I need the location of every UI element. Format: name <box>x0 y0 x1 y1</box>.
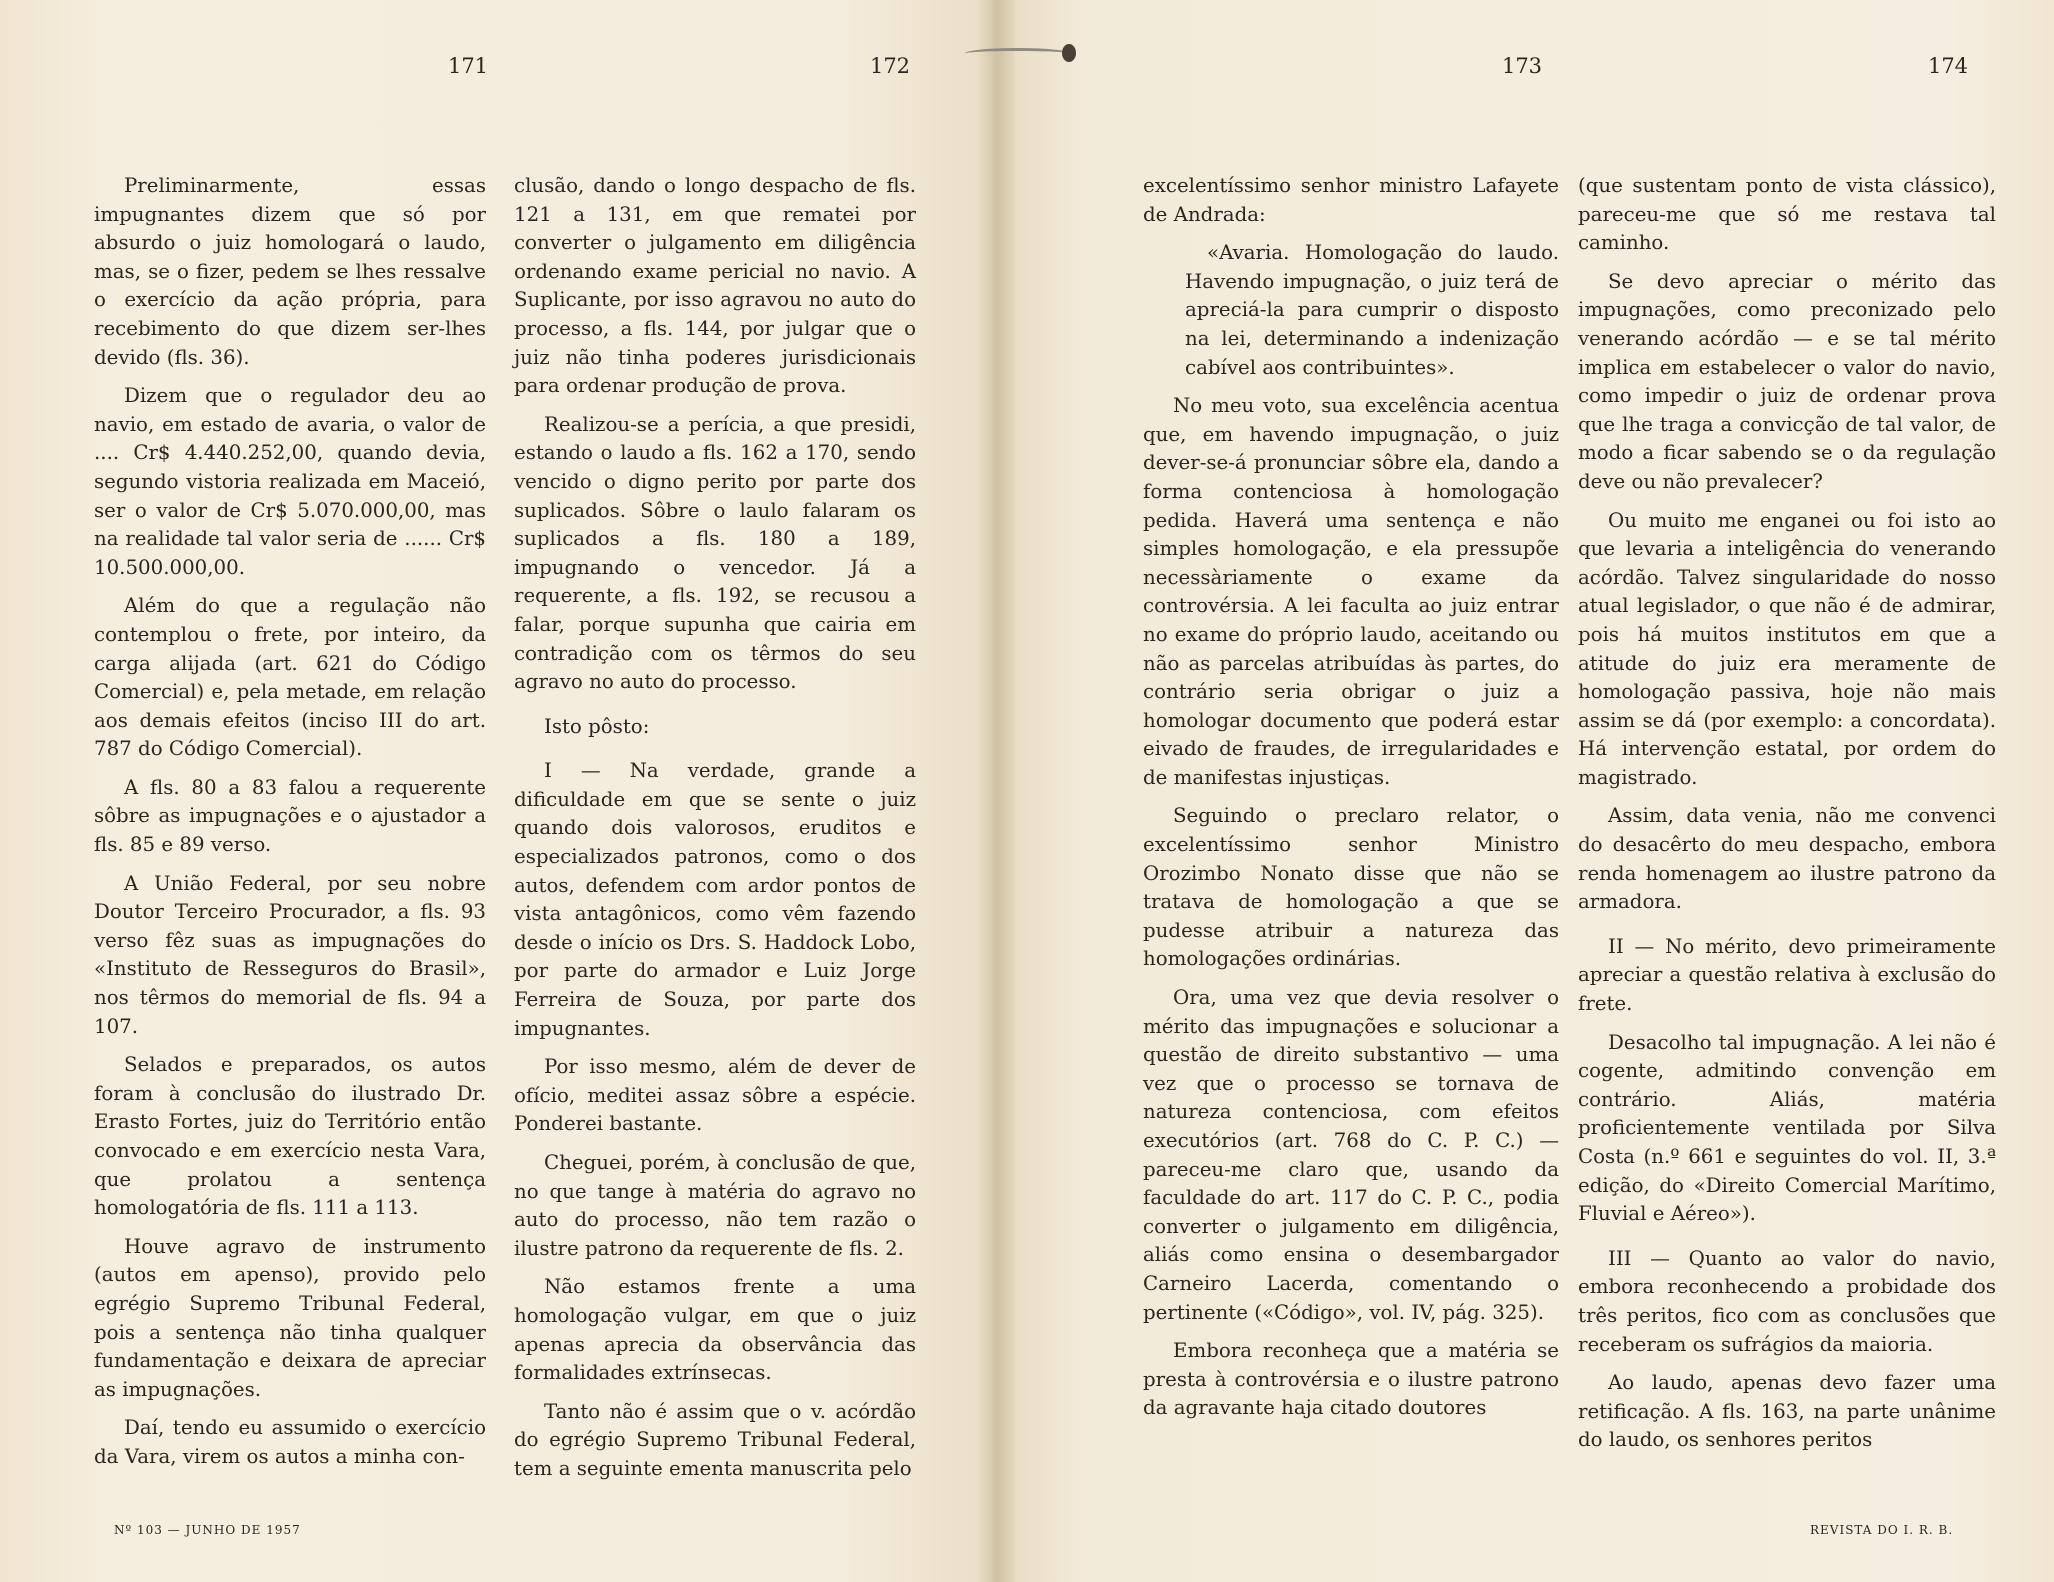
paragraph: Ou muito me enganei ou foi isto ao que levaria a inteligência do venerando acórdão. Talvez singularidade do nosso atual legislador, o que não é de admirar, pois há muitos institutos em que a atitude do juiz era meramente de homologação passiva, hoje não mais assim se dá (por exemplo: a concordata). Há intervenção estatal, por ordem do magistrado. <box>1578 508 1996 789</box>
paragraph: Por isso mesmo, além de dever de ofício, meditei assaz sôbre a espécie. Ponderei bastante. <box>514 1055 916 1136</box>
paragraph: Seguindo o preclaro relator, o excelentíssimo senhor Ministro Orozimbo Nonato disse que não se tratava de homologação a que se pudesse atribuir a natureza das homologações ordinárias. <box>1143 804 1559 971</box>
footer-journal: REVISTA DO I. R. B. <box>1810 1523 1954 1537</box>
paragraph: Realizou-se a perícia, a que presidi, estando o laudo a fls. 162 a 170, sendo vencido o digno perito por parte dos suplicados. Sôbre o laulo falaram os suplicados a fls. 180 a 189, impugnando o vencedor. Já a requerente, a fls. 192, se recusou a falar, porque supunha que cairia em contradição com os têrmos do seu agravo no auto do processo. <box>514 412 916 694</box>
paragraph: Além do que a regulação não contemplou o frete, por inteiro, da carga alijada (art. 621 do Código Comercial) e, pela metade, em relação aos demais efeitos (inciso III do art. 787 do Código Comercial). <box>94 594 486 761</box>
paragraph: Desacolho tal impugnação. A lei não é cogente, admitindo convenção em contrário. Aliás, matéria proficientemente ventilada por Silva Costa (n.º 661 e seguintes do vol. II, 3.ª edição, do «Direito Comercial Marítimo, Fluvial e Aéreo»). <box>1578 1030 1996 1226</box>
paragraph: Dizem que o regulador deu ao navio, em estado de avaria, o valor de .... Cr$ 4.440.252,00, quando devia, segundo vistoria realizada em Maceió, ser o valor de Cr$ 5.070.000,00, mas na realidade tal valor seria de ...... Cr$ 10.500.000,00. <box>94 384 486 579</box>
thread-knot <box>1062 44 1076 62</box>
page-number-173: 173 <box>1501 54 1543 78</box>
paragraph: excelentíssimo senhor ministro Lafayete de Andrada: <box>1143 174 1559 226</box>
footer-issue: Nº 103 — JUNHO DE 1957 <box>114 1523 301 1537</box>
column-page-174 <box>1578 172 1996 1465</box>
page-number-171: 171 <box>447 54 489 78</box>
binding-thread <box>965 48 1070 59</box>
column-page-172 <box>514 172 916 1494</box>
paragraph: Preliminarmente, essas impugnantes dizem que só por absurdo o juiz homologará o laudo, mas, se o fizer, pedem se lhes ressalve o exercício da ação própria, para recebimento do que dizem ser-lhes devido (fls. 36). <box>94 174 486 369</box>
paragraph: III — Quanto ao valor do navio, embora reconhecendo a probidade dos três peritos, fico com as conclusões que receberam os sufrágios da maioria. <box>1578 1246 1996 1356</box>
quotation: «Avaria. Homologação do laudo. Havendo impugnação, o juiz terá de apreciá-la para cumprir o disposto na lei, determinando a indenização cabível aos contribuintes». <box>1185 241 1559 379</box>
paragraph: Daí, tendo eu assumido o exercício da Vara, virem os autos a minha con- <box>94 1416 486 1468</box>
paragraph: Houve agravo de instrumento (autos em apenso), provido pelo egrégio Supremo Tribunal Federal, pois a sentença não tinha qualquer fundamentação e deixara de apreciar as impugnações. <box>94 1234 486 1401</box>
paragraph: I — Na verdade, grande a dificuldade em que se sente o juiz quando dois valorosos, eruditos e especializados patronos, como o dos autos, defendem com ardor pontos de vista antagônicos, como vêm fazendo desde o início os Drs. S. Haddock Lobo, por parte do armador e Luiz Jorge Ferreira de Souza, por parte dos impugnantes. <box>514 759 916 1040</box>
page-number-174: 174 <box>1927 54 1969 78</box>
column-page-173 <box>1143 172 1559 1433</box>
paragraph: Se devo apreciar o mérito das impugnações, como preconizado pelo venerando acórdão — e se tal mérito implica em estabelecer o valor do navio, como impedir o juiz de ordenar prova que lhe traga a convicção de tal valor, de modo a ficar sabendo se o da regulação deve ou não prevalecer? <box>1578 269 1996 493</box>
paragraph: A União Federal, por seu nobre Doutor Terceiro Procurador, a fls. 93 verso fêz suas as impugnações do «Instituto de Resseguros do Brasil», nos têrmos do memorial de fls. 94 a 107. <box>94 871 486 1038</box>
paragraph: Ao laudo, apenas devo fazer uma retificação. A fls. 163, na parte unânime do laudo, os senhores peritos <box>1578 1371 1996 1452</box>
paragraph: A fls. 80 a 83 falou a requerente sôbre as impugnações e o ajustador a fls. 85 e 89 verso. <box>94 775 486 857</box>
paragraph: Ora, uma vez que devia resolver o mérito das impugnações e solucionar a questão de direito substantivo — uma vez que o processo se tornava de natureza contenciosa, com efeitos executórios (art. 768 do C. P. C.) — pareceu-me claro que, usando da faculdade do art. 117 do C. P. C., podia converter o julgamento em diligência, aliás como ensina o desembargador Carneiro Lacerda, comentando o pertinente («Código», vol. IV, pág. 325). <box>1143 986 1559 1324</box>
binding-gutter <box>975 0 1015 1582</box>
paragraph: II — No mérito, devo primeiramente apreciar a questão relativa à exclusão do frete. <box>1578 934 1996 1016</box>
paragraph: Tanto não é assim que o v. acórdão do egrégio Supremo Tribunal Federal, tem a seguinte ementa manuscrita pelo <box>514 1399 916 1480</box>
page-number-172: 172 <box>869 54 911 78</box>
paragraph: Embora reconheça que a matéria se presta à controvérsia e o ilustre patrono da agravante haja citado doutores <box>1143 1339 1559 1420</box>
paragraph: Selados e preparados, os autos foram à conclusão do ilustrado Dr. Erasto Fortes, juiz do Território então convocado e em exercício nesta Vara, que prolatou a sentença homologatória de fls. 111 a 113. <box>94 1053 486 1220</box>
paragraph: Não estamos frente a uma homologação vulgar, em que o juiz apenas aprecia da observância das formalidades extrínsecas. <box>514 1275 916 1385</box>
paragraph: (que sustentam ponto de vista clássico), pareceu-me que só me restava tal caminho. <box>1578 174 1996 255</box>
paragraph: Cheguei, porém, à conclusão de que, no que tange à matéria do agravo no auto do processo, não tem razão o ilustre patrono da requerente de fls. 2. <box>514 1151 916 1260</box>
column-page-171 <box>94 172 486 1482</box>
paragraph: clusão, dando o longo despacho de fls. 121 a 131, em que rematei por converter o julgamento em diligência ordenando exame pericial no navio. A Suplicante, por isso agravou no auto do processo, a fls. 144, por julgar que o juiz não tinha poderes jurisdicionais para ordenar produção de prova. <box>514 174 916 398</box>
section-heading: Isto pôsto: <box>544 714 650 738</box>
paragraph: Assim, data venia, não me convenci do desacêrto do meu despacho, embora renda homenagem ao ilustre patrono da armadora. <box>1578 804 1996 914</box>
paragraph: No meu voto, sua excelência acentua que, em havendo impugnação, o juiz dever-se-á pronunciar sôbre ela, dando a forma contenciosa à homologação pedida. Haverá uma sentença e não simples homologação, e ela pressupõe necessàriamente o exame da controvérsia. A lei faculta ao juiz entrar no exame do próprio laudo, aceitando ou não as parcelas atribuídas às partes, do contrário seria obrigar o juiz a homologar documento que poderá estar eivado de fraudes, de irregularidades e de manifestas injustiças. <box>1143 394 1559 789</box>
